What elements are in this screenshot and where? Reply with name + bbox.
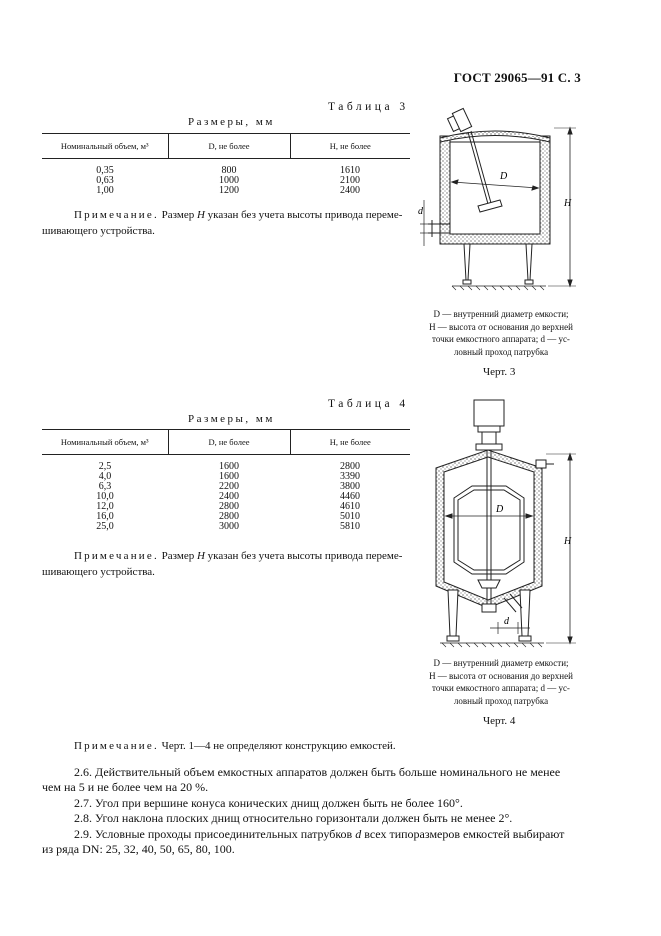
table3-caption: Таблица 3: [328, 101, 409, 113]
note-var: H: [196, 209, 205, 221]
fig3-legend: [411, 308, 591, 358]
page-header: ГОСТ 29065—91 С. 3: [453, 70, 581, 85]
legend-line: ловный проход патрубка: [453, 695, 549, 706]
table-cell: 16,0: [96, 511, 114, 522]
table4-note: [74, 548, 419, 564]
table-cell: 10,0: [96, 491, 114, 502]
note-var: H: [196, 550, 205, 562]
table4-header-h: H, не более: [290, 430, 410, 455]
legend-line: точки емкостного аппарата; d — ус-: [432, 683, 570, 693]
legend-line: точки емкостного аппарата; d — ус-: [432, 334, 570, 344]
table-row: [42, 186, 410, 196]
fig4-caption: Черт. 4: [483, 715, 516, 727]
table-cell: 0,63: [96, 175, 114, 186]
table4-note-line2: шивающего устройства.: [42, 566, 155, 578]
table3-header-d: D, не более: [168, 134, 290, 159]
fig4-label-d-pipe: d: [504, 616, 509, 627]
note-text: Размер: [158, 209, 197, 221]
fig3-label-d-pipe: d: [418, 206, 423, 217]
table-cell: 4,0: [98, 471, 112, 482]
legend-line: H — высота от основания до верхней: [429, 321, 573, 332]
table4-header-volume: Номинальный объем, м³: [42, 430, 168, 455]
paragraph-2-9-line1: [74, 826, 564, 842]
note-text: указан без учета высоты привода переме-: [204, 209, 403, 221]
table-cell: 3000: [219, 521, 239, 532]
table3-header-volume: Номинальный объем, м³: [42, 134, 168, 159]
note-text: Размер: [158, 550, 197, 562]
table-cell: 3390: [340, 471, 360, 482]
table-cell: 3800: [340, 481, 360, 492]
table-cell: 2800: [340, 461, 360, 472]
table-cell: 12,0: [96, 501, 114, 512]
table-cell: 800: [221, 165, 237, 176]
table-cell: 2800: [219, 501, 239, 512]
table-cell: 2400: [219, 491, 239, 502]
table4: [42, 429, 410, 532]
fig3-label-h: H: [564, 198, 572, 209]
table-cell: 25,0: [96, 521, 114, 532]
table-row: [42, 522, 410, 532]
figure-4-drawing: [418, 394, 588, 656]
table3: [42, 133, 410, 196]
table-cell: 1600: [219, 471, 239, 482]
table3-subtitle: Размеры, мм: [188, 116, 275, 128]
general-note: [74, 738, 396, 754]
table-cell: 1600: [219, 461, 239, 472]
table3-note: [74, 207, 419, 223]
legend-line: D — внутренний диаметр емкости;: [433, 658, 569, 668]
table-cell: 6,3: [98, 481, 112, 492]
fig4-legend: [411, 657, 591, 707]
table-cell: 2800: [219, 511, 239, 522]
para-text: 2.9. Условные проходы присоединительных патрубков: [74, 827, 356, 841]
fig4-label-d-diameter: D: [496, 504, 504, 515]
paragraph-2-6-line2: чем на 5 и не более чем на 20 %.: [42, 780, 209, 794]
table4-subtitle: Размеры, мм: [188, 413, 275, 425]
table-cell: 5810: [340, 521, 360, 532]
note-text: указан без учета высоты привода переме-: [204, 550, 403, 562]
note-text: Черт. 1—4 не определяют конструкцию емкостей.: [158, 740, 396, 752]
figure-3-drawing: [418, 96, 588, 306]
paragraph-2-8: 2.8. Угол наклона плоских днищ относительно горизонтали должен быть не менее 2°.: [74, 811, 513, 825]
table3-header-h: H, не более: [290, 134, 410, 159]
table-cell: 0,35: [96, 165, 114, 176]
table-cell: 1610: [340, 165, 360, 176]
table4-caption: Таблица 4: [328, 398, 409, 410]
table-cell: 4460: [340, 491, 360, 502]
fig3-label-d-diameter: D: [500, 171, 508, 182]
table-row: [42, 159, 410, 177]
table3-note-line2: шивающего устройства.: [42, 225, 155, 237]
table4-header-d: D, не более: [168, 430, 290, 455]
paragraph-2-9-line2: из ряда DN: 25, 32, 40, 50, 65, 80, 100.: [42, 842, 235, 856]
fig4-label-h: H: [564, 536, 572, 547]
paragraph-2-7: 2.7. Угол при вершине конуса конических днищ должен быть не более 160°.: [74, 796, 463, 810]
para-var: d: [355, 827, 362, 841]
table-cell: 2100: [340, 175, 360, 186]
table-cell: 1,00: [96, 185, 114, 196]
note-label: Примечание.: [74, 740, 159, 752]
table-cell: 2,5: [98, 461, 112, 472]
fig3-caption: Черт. 3: [483, 366, 516, 378]
table-row: [42, 455, 410, 473]
legend-line: ловный проход патрубка: [453, 346, 549, 357]
table-cell: 2200: [219, 481, 239, 492]
legend-line: D — внутренний диаметр емкости;: [433, 309, 569, 319]
table-cell: 4610: [340, 501, 360, 512]
table-cell: 1000: [219, 175, 239, 186]
paragraph-2-6-line1: 2.6. Действительный объем емкостных аппаратов должен быть больше номинального не менее: [74, 765, 561, 779]
para-text: всех типоразмеров емкостей выбирают: [361, 827, 565, 841]
legend-line: H — высота от основания до верхней: [429, 670, 573, 681]
note-label: Примечание.: [74, 550, 159, 562]
table-cell: 2400: [340, 185, 360, 196]
note-label: Примечание.: [74, 209, 159, 221]
table-cell: 1200: [219, 185, 239, 196]
table-cell: 5010: [340, 511, 360, 522]
